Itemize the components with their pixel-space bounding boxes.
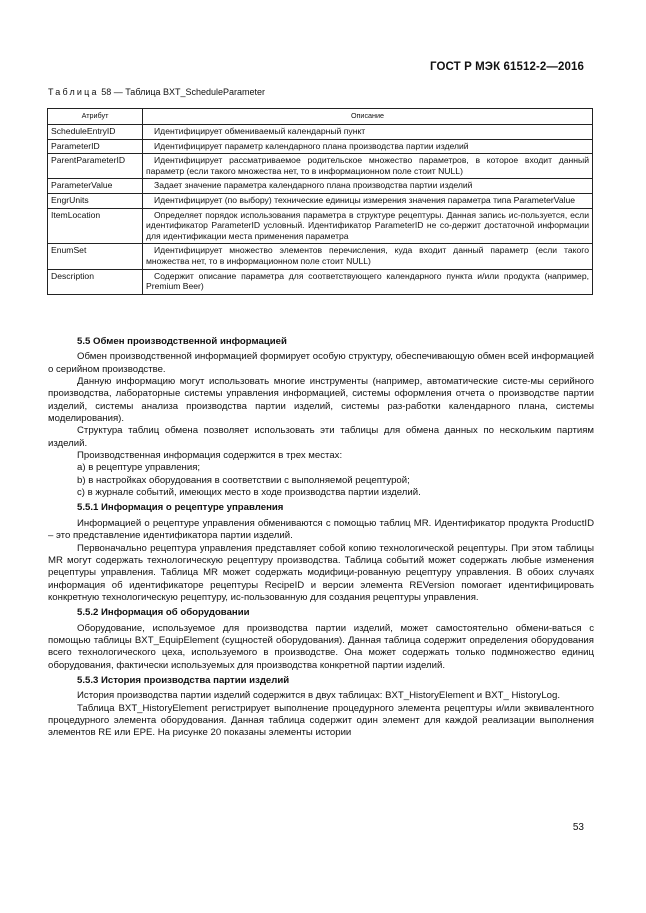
table-caption [48,87,265,97]
description-cell [143,244,593,269]
description-text: Идентифицирует обмениваемый календарный пункт [154,126,366,136]
description-cell [143,154,593,179]
paragraph: Структура таблиц обмена позволяет использовать эти таблицы для обмена данных по нескольким партиям изделий. [48,425,594,449]
column-header-description: Описание [143,109,593,125]
paragraph: Таблица BXT_HistoryElement регистрирует выполнение процедурного элемента рецептуры и/или эквивалентного процедурного элемента оборудования. Данная таблица содержит один элемент для каждой реализации выполнения элементов RE или EPE. На рисунке 20 показаны элементы истории [48,702,594,739]
attribute-table [47,108,593,295]
paragraph: Данную информацию могут использовать многие инструменты (например, автоматические систе-мы серийного производства, лабораторные системы управления информацией, системы оформления отчета о производстве партии изделий, системы анализа производства партии изделий, системы раз-работки календарного плана, системы моделирования). [48,376,594,425]
paragraph: Производственная информация содержится в трех местах: [77,450,343,462]
list-item: a) в рецептуре управления; [77,462,201,474]
section-heading-5-5: 5.5 Обмен производственной информацией [77,336,287,347]
description-text: Идентифицирует (по выбору) технические единицы измерения значения параметра типа ParameterValue [154,194,576,205]
attribute-cell: Description [48,269,143,294]
paragraph: Обмен производственной информацией формирует особую структуру, обеспечивающую обмен всей информацией о серийном производстве. [48,351,594,375]
attribute-cell: ParameterID [48,139,143,154]
description-cell [143,269,593,294]
section-heading-5-5-2: 5.5.2 Информация об оборудовании [77,607,250,619]
attribute-cell: ItemLocation [48,208,143,244]
page-number: 53 [572,822,584,833]
table-row [48,244,593,269]
description-text: Определяет порядок использования параметра в структуре рецептуры. Данная запись ис-пользуется, если идентификатор ParameterID условный. Идентификатор ParameterID не со-держит достаточной информации для идентификации места применения параметра [146,209,589,241]
table-header-row [48,109,593,125]
attribute-cell: EngrUnits [48,193,143,208]
table-row [48,269,593,294]
attribute-cell: EnumSet [48,244,143,269]
description-text: Идентифицирует параметр календарного плана производства партии изделий [154,140,469,151]
table-row [48,154,593,179]
description-text: Содержит описание параметра для соответствующего календарного пункта и/или продукта (например, Premium Beer) [146,270,589,292]
paragraph: Оборудование, используемое для производства партии изделий, может самостоятельно обмени-ваться с помощью таблицы BXT_EquipElement (сущностей оборудования). Данная таблица содержит определения оборудования всего технологического цеха, используемого в производстве. Она может содержать только подмножество единиц оборудования, фактически используемых для производства конкретной партии изделий. [48,622,594,671]
table-row [48,179,593,194]
section-heading-5-5-1: 5.5.1 Информация о рецептуре управления [77,502,284,514]
column-header-attribute: Атрибут [48,109,143,125]
paragraph: Информацией о рецептуре управления обмениваются с помощью таблиц MR. Идентификатор продукта ProductID – это представление идентификатора партии изделий. [48,517,594,542]
description-cell [143,208,593,244]
table-row [48,208,593,244]
body-text [48,336,594,740]
description-text: Идентифицирует множество элементов перечисления, куда входит данный параметр (если такого множества нет, то в информационном поле стоит NULL) [146,245,589,266]
attribute-cell: ParameterValue [48,179,143,194]
description-cell [143,193,593,208]
attribute-cell: ParentParameterID [48,154,143,179]
description-cell [143,179,593,194]
paragraph: Первоначально рецептура управления представляет собой копию технологической рецептуры. При этом таблицы MR могут содержать технологическую рецептуру производства. Таблица событий может содержать любые изменения рецептуры управления. Таблица MR может содержать модифици-рованную рецептуру управления. В обоих случаях информация об идентификаторе рецептуры RecipeID и версии элемента REVersion помогает идентифицировать конкретную технологическую рецептуру, ис-пользованную для создания рецептуры управления. [48,542,594,603]
table-row [48,139,593,154]
description-text: Задает значение параметра календарного плана производства партии изделий [154,180,473,191]
paragraph: История производства партии изделий содержится в двух таблицах: BXT_HistoryElement и BXT_ HistoryLog. [77,690,560,702]
attribute-cell: ScheduleEntryID [48,125,143,140]
description-cell [143,139,593,154]
table-row [48,193,593,208]
list-item: b) в настройках оборудования в соответствии с выполняемой рецептурой; [77,474,410,486]
table-caption-label: Таблица [48,87,99,97]
description-text: Идентифицирует рассматриваемое родительское множество параметров, в которое входит данный параметр (если такого множества нет, то в информационном поле стоит NULL) [146,155,589,176]
standard-header: ГОСТ Р МЭК 61512-2—2016 [430,61,584,73]
description-cell [143,125,593,140]
table-row [48,125,593,140]
section-heading-5-5-3: 5.5.3 История производства партии изделий [77,674,290,686]
list-item: c) в журнале событий, имеющих место в ходе производства партии изделий. [77,487,421,499]
table-caption-title: 58 — Таблица BXT_ScheduleParameter [98,87,266,97]
